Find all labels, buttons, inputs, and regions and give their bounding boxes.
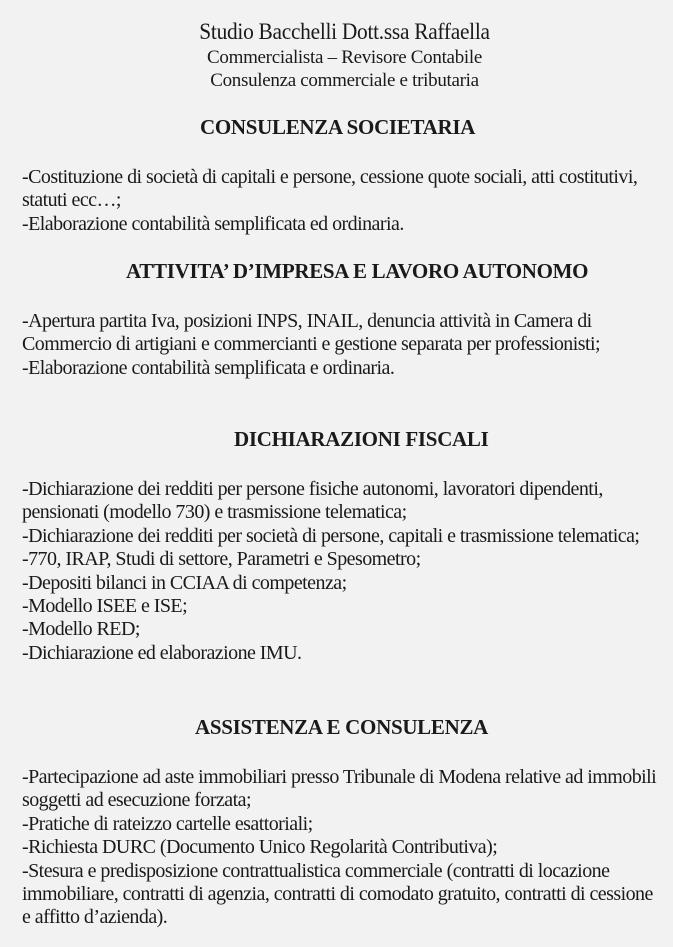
list-item: -Stesura e predisposizione contrattualistica commerciale (contratti di locazione immobiliare, contratti di agenzia, contratti di comodato gratuito, contratti di cessione e affitto d’azienda). [22,859,653,929]
specialty-line: Consulenza commerciale e tributaria [210,70,479,91]
section-title: DICHIARAZIONI FISCALI [234,427,489,451]
list-item: -Dichiarazione dei redditi per persone fisiche autonomi, lavoratori dipendenti, pensionati (modello 730) e trasmissione telematica; [22,478,603,524]
studio-name: Studio Bacchelli Dott.ssa Raffaella [199,19,490,44]
service-list [22,478,662,665]
section-title: ATTIVITA’ D’IMPRESA E LAVORO AUTONOMO [126,259,589,283]
list-item: -Elaborazione contabilità semplificata ed ordinaria. [22,212,404,235]
profession-line: Commercialista – Revisore Contabile [207,47,482,68]
list-item: -Richiesta DURC (Documento Unico Regolarità Contributiva); [22,836,498,859]
list-item: -Dichiarazione ed elaborazione IMU. [22,641,302,664]
letterhead [36,18,653,92]
list-item: -Pratiche di rateizzo cartelle esattoriali; [22,812,313,835]
service-list [22,166,662,236]
list-item: -Dichiarazione dei redditi per società di persone, capitali e trasmissione telematica; [22,524,640,547]
section-title: CONSULENZA SOCIETARIA [200,115,476,139]
list-item: -Modello RED; [22,618,140,641]
list-item: -Apertura partita Iva, posizioni INPS, INAIL, denuncia attività in Camera di Commercio di artigiani e commercianti e gestione separata per professionisti; [22,310,601,356]
list-item: -Elaborazione contabilità semplificata e ordinaria. [22,356,395,379]
list-item: -Costituzione di società di capitali e persone, cessione quote sociali, atti costitutivi, statuti ecc…; [22,166,638,212]
list-item: -770, IRAP, Studi di settore, Parametri e Spesometro; [22,548,421,571]
service-list [22,310,662,380]
service-list [22,766,662,930]
section-title: ASSISTENZA E CONSULENZA [195,715,489,739]
list-item: -Depositi bilanci in CCIAA di competenza; [22,571,347,594]
list-item: -Modello ISEE e ISE; [22,595,188,618]
list-item: -Partecipazione ad aste immobiliari presso Tribunale di Modena relative ad immobili soggetti ad esecuzione forzata; [22,766,657,812]
